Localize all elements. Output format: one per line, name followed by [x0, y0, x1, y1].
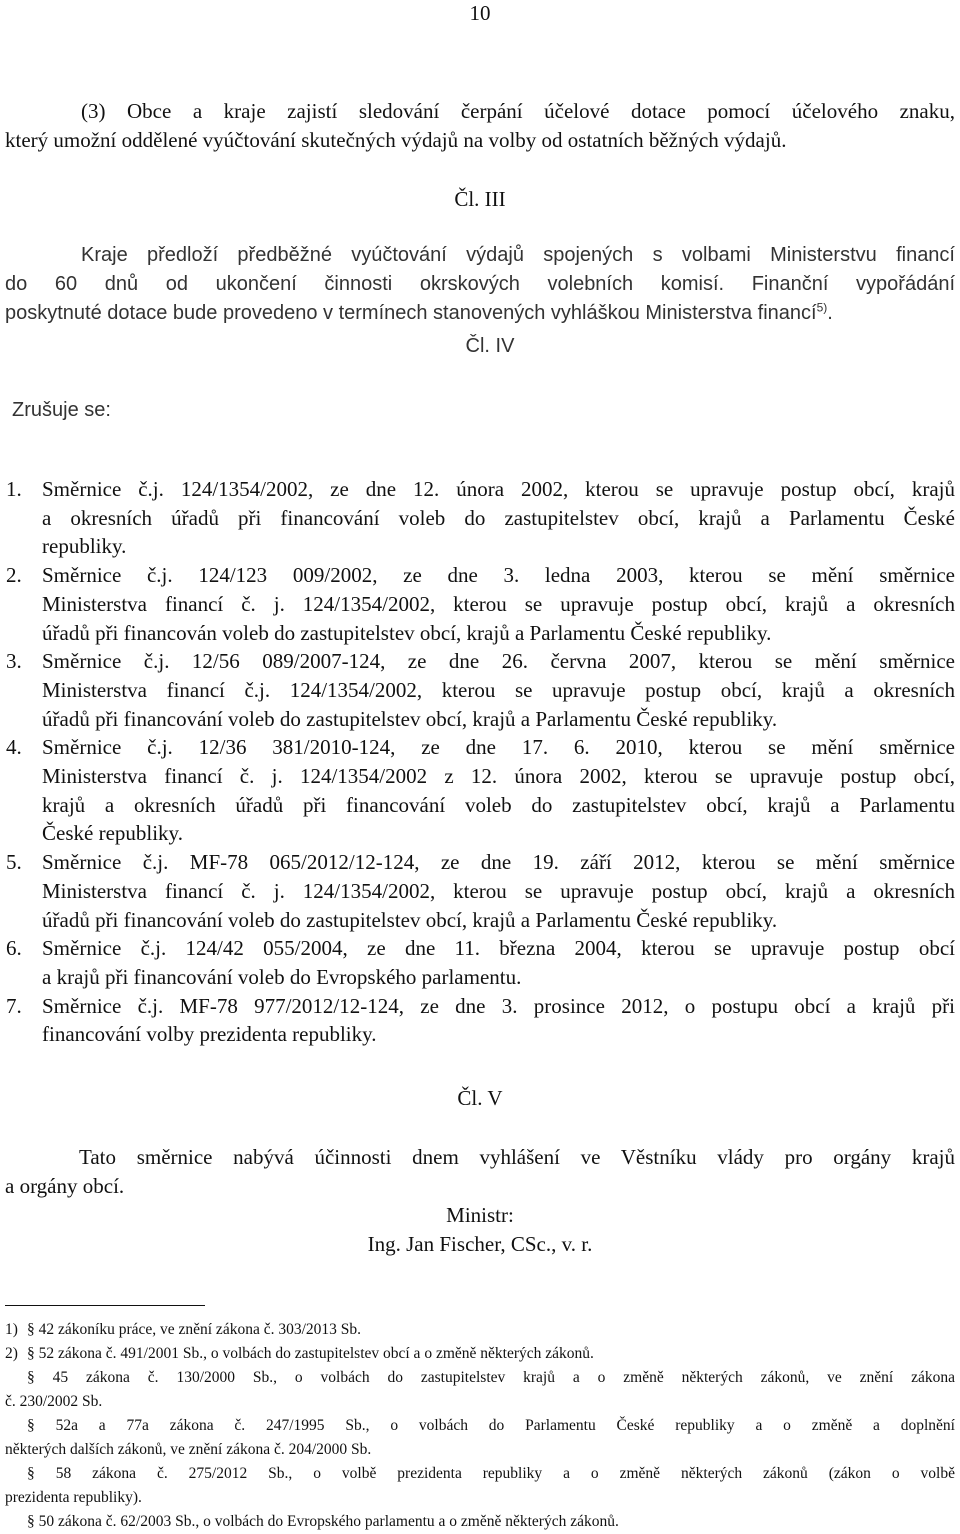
list-item-line: a okresních úřadů při financování voleb do zastupitelstev obcí, krajů a Parlamentu České	[42, 505, 955, 530]
article-3-line-3-end: .	[827, 302, 833, 324]
list-item-line: Směrnice č.j. MF-78 065/2012/12-124, ze dne 19. září 2012, kterou se mění směrnice	[42, 850, 955, 875]
list-item	[6, 934, 955, 991]
article-5-heading: Čl. V	[457, 1086, 503, 1110]
footnote-2d-line-1: § 58 zákona č. 275/2012 Sb., o volbě prezidenta republiky a o změně některých zákonů (zákon o volbě	[27, 1465, 955, 1482]
list-item	[6, 647, 955, 733]
footnote-text: § 42 zákoníku práce, ve znění zákona č. 303/2013 Sb.	[27, 1321, 362, 1338]
paragraph-3-line-2: který umožní oddělené vyúčtování skutečných výdajů na volby od ostatních běžných výdajů.	[5, 128, 787, 152]
list-item-number: 7.	[6, 993, 22, 1018]
page-number: 10	[469, 1, 491, 25]
article-4-heading: Čl. IV	[465, 335, 515, 357]
list-item-line: a krajů při financování voleb do Evropského parlamentu.	[42, 964, 522, 989]
list-item-number: 5.	[6, 850, 22, 875]
list-item	[6, 848, 955, 934]
signature-name: Ing. Jan Fischer, CSc., v. r.	[367, 1232, 593, 1256]
list-item-number: 3.	[6, 649, 22, 674]
list-item	[6, 561, 955, 647]
list-item-line: Směrnice č.j. 124/42 055/2004, ze dne 11. března 2004, kterou se upravuje postup obcí	[42, 936, 955, 961]
list-item-number: 6.	[6, 936, 22, 961]
article-3-text	[5, 241, 955, 328]
list-item-line: Ministerstva financí č. j. 124/1354/2002 z 12. února 2002, kterou se upravuje postup obcí,	[42, 764, 955, 789]
list-item-line: úřadů při financován voleb do zastupitelstev obcí, krajů a Parlamentu České republiky.	[42, 620, 772, 645]
list-item-number: 4.	[6, 735, 22, 760]
article-5-line-2: a orgány obcí.	[5, 1174, 125, 1198]
list-item-line: Směrnice č.j. 12/36 381/2010-124, ze dne 17. 6. 2010, kterou se mění směrnice	[42, 735, 955, 760]
list-item-line: Směrnice č.j. 124/1354/2002, ze dne 12. února 2002, kterou se upravuje postup obcí, krajů	[42, 477, 955, 501]
footnote-1	[5, 1318, 955, 1342]
list-item-line: Ministerstva financí č. j. 124/1354/2002, kterou se upravuje postup obcí, krajů a okresních	[42, 591, 955, 616]
paragraph-3-line-1: (3) Obce a kraje zajistí sledování čerpání účelové dotace pomocí účelového znaku,	[81, 99, 955, 123]
article-3-heading: Čl. III	[454, 187, 506, 211]
list-item-line: úřadů při financování voleb do zastupitelstev obcí, krajů a Parlamentu České republiky.	[42, 907, 778, 932]
footnote-2c-line-2: některých dalších zákonů, ve znění zákona č. 204/2000 Sb.	[5, 1441, 372, 1458]
list-item-line: financování volby prezidenta republiky.	[42, 1022, 377, 1047]
footnote-2b-line-1: § 45 zákona č. 130/2000 Sb., o volbách do zastupitelstev krajů a o změně některých zákonů, ve znění zákona	[27, 1369, 955, 1386]
footnote-2	[5, 1342, 955, 1366]
list-item-line: Směrnice č.j. 12/56 089/2007-124, ze dne 26. června 2007, kterou se mění směrnice	[42, 649, 955, 674]
article-3-line-3-text: poskytnuté dotace bude provedeno v termínech stanovených vyhláškou Ministerstva financí	[5, 302, 817, 324]
footnote-number: 1)	[5, 1321, 18, 1338]
footnotes	[5, 1318, 955, 1534]
repeal-label: Zrušuje se:	[12, 399, 111, 421]
footnote-separator	[5, 1305, 205, 1306]
list-item-line: úřadů při financování voleb do zastupitelstev obcí, krajů a Parlamentu České republiky.	[42, 706, 778, 731]
paragraph-3	[5, 97, 955, 155]
signature-title: Ministr:	[446, 1203, 514, 1227]
article-3-line-3	[5, 299, 955, 328]
list-item-line: Ministerstva financí č.j. 124/1354/2002, kterou se upravuje postup obcí, krajů a okresních	[42, 677, 955, 702]
list-item-line: Směrnice č.j. MF-78 977/2012/12-124, ze dne 3. prosince 2012, o postupu obcí a krajů při	[42, 993, 955, 1018]
footnote-text: § 52 zákona č. 491/2001 Sb., o volbách do zastupitelstev obcí a o změně některých zákonů.	[27, 1345, 594, 1362]
footnote-2b-line-2: č. 230/2002 Sb.	[5, 1393, 103, 1410]
list-item-line: republiky.	[42, 534, 127, 559]
article-3-line-2: do 60 dnů od ukončení činnosti okrskových volebních komisí. Finanční vypořádání	[5, 273, 955, 295]
article-5-line-1: Tato směrnice nabývá účinnosti dnem vyhlášení ve Věstníku vlády pro orgány krajů	[79, 1145, 955, 1169]
footnote-2d-line-2: prezidenta republiky).	[5, 1489, 142, 1506]
footnote-ref-5: 5)	[816, 300, 828, 315]
list-item-line: České republiky.	[42, 821, 183, 846]
footnote-2c-line-1: § 52a a 77a zákona č. 247/1995 Sb., o volbách do Parlamentu České republiky a o změně a doplnění	[27, 1417, 955, 1434]
list-item-line: krajů a okresních úřadů při financování voleb do zastupitelstev obcí, krajů a Parlamentu	[42, 792, 955, 817]
list-item-line: Směrnice č.j. 124/123 009/2002, ze dne 3. ledna 2003, kterou se mění směrnice	[42, 563, 955, 588]
list-item-line: Ministerstva financí č. j. 124/1354/2002, kterou se upravuje postup obcí, krajů a okresních	[42, 878, 955, 903]
list-item	[6, 733, 955, 848]
list-item-number: 1.	[6, 477, 22, 501]
list-item	[6, 475, 955, 561]
footnote-number: 2)	[5, 1345, 18, 1362]
list-item-number: 2.	[6, 563, 22, 588]
repealed-directives-list	[6, 475, 955, 1049]
footnote-2e-line-1: § 50 zákona č. 62/2003 Sb., o volbách do Evropského parlamentu a o změně některých zákonů.	[27, 1513, 619, 1530]
article-5-text	[5, 1143, 955, 1201]
article-3-line-1: Kraje předloží předběžné vyúčtování výdajů spojených s volbami Ministerstvu financí	[81, 244, 955, 266]
list-item	[6, 992, 955, 1049]
